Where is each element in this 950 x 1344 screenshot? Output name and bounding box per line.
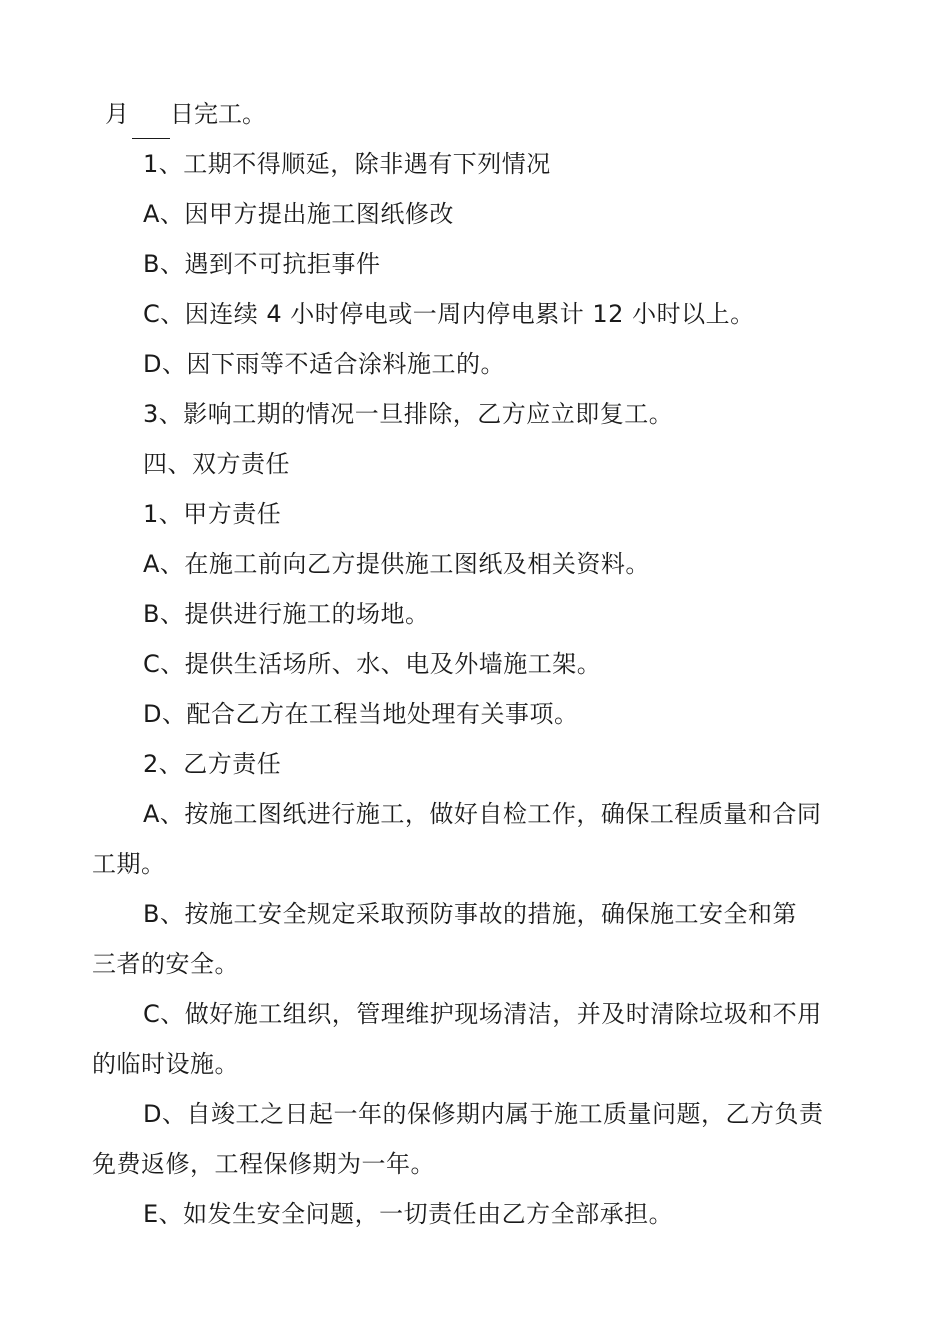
paragraph-p11: C、提供生活场所、水、电及外墙施工架。 [143,650,602,678]
paragraph-p4: C、因连续 4 小时停电或一周内停电累计 12 小时以上。 [143,300,755,328]
paragraph-p18: E、如发生安全问题，一切责任由乙方全部承担。 [143,1200,674,1228]
paragraph-p9: A、在施工前向乙方提供施工图纸及相关资料。 [143,550,650,578]
paragraph-p3: B、遇到不可抗拒事件 [143,250,381,278]
paragraph-p15-line1: B、按施工安全规定采取预防事故的措施，确保施工安全和第 [143,900,797,928]
paragraph-p6: 3、影响工期的情况一旦排除，乙方应立即复工。 [143,400,674,428]
paragraph-p10: B、提供进行施工的场地。 [143,600,430,628]
paragraph-p16-line1: C、做好施工组织，管理维护现场清洁，并及时清除垃圾和不用 [143,1000,822,1028]
paragraph-p16-line2: 的临时设施。 [92,1050,239,1078]
paragraph-p15-line2: 三者的安全。 [92,950,239,978]
paragraph-p14-line2: 工期。 [92,850,166,878]
paragraph-p2: A、因甲方提出施工图纸修改 [143,200,454,228]
subheading-party-a: 1、甲方责任 [143,500,282,528]
month-label: 月 [105,100,129,128]
section-heading-mutual-responsibilities: 四、双方责任 [143,450,290,478]
subheading-party-b: 2、乙方责任 [143,750,282,778]
paragraph-p17-line2: 免费返修，工程保修期为一年。 [92,1150,435,1178]
paragraph-p5: D、因下雨等不适合涂料施工的。 [143,350,505,378]
paragraph-p14-line1: A、按施工图纸进行施工，做好自检工作，确保工程质量和合同 [143,800,822,828]
paragraph-p12: D、配合乙方在工程当地处理有关事项。 [143,700,579,728]
paragraph-p17-line1: D、自竣工之日起一年的保修期内属于施工质量问题，乙方负责 [143,1100,824,1128]
paragraph-p1: 1、工期不得顺延，除非遇有下列情况 [143,150,551,178]
completion-date-line [0,89,950,139]
completion-text: 日完工。 [170,100,266,128]
